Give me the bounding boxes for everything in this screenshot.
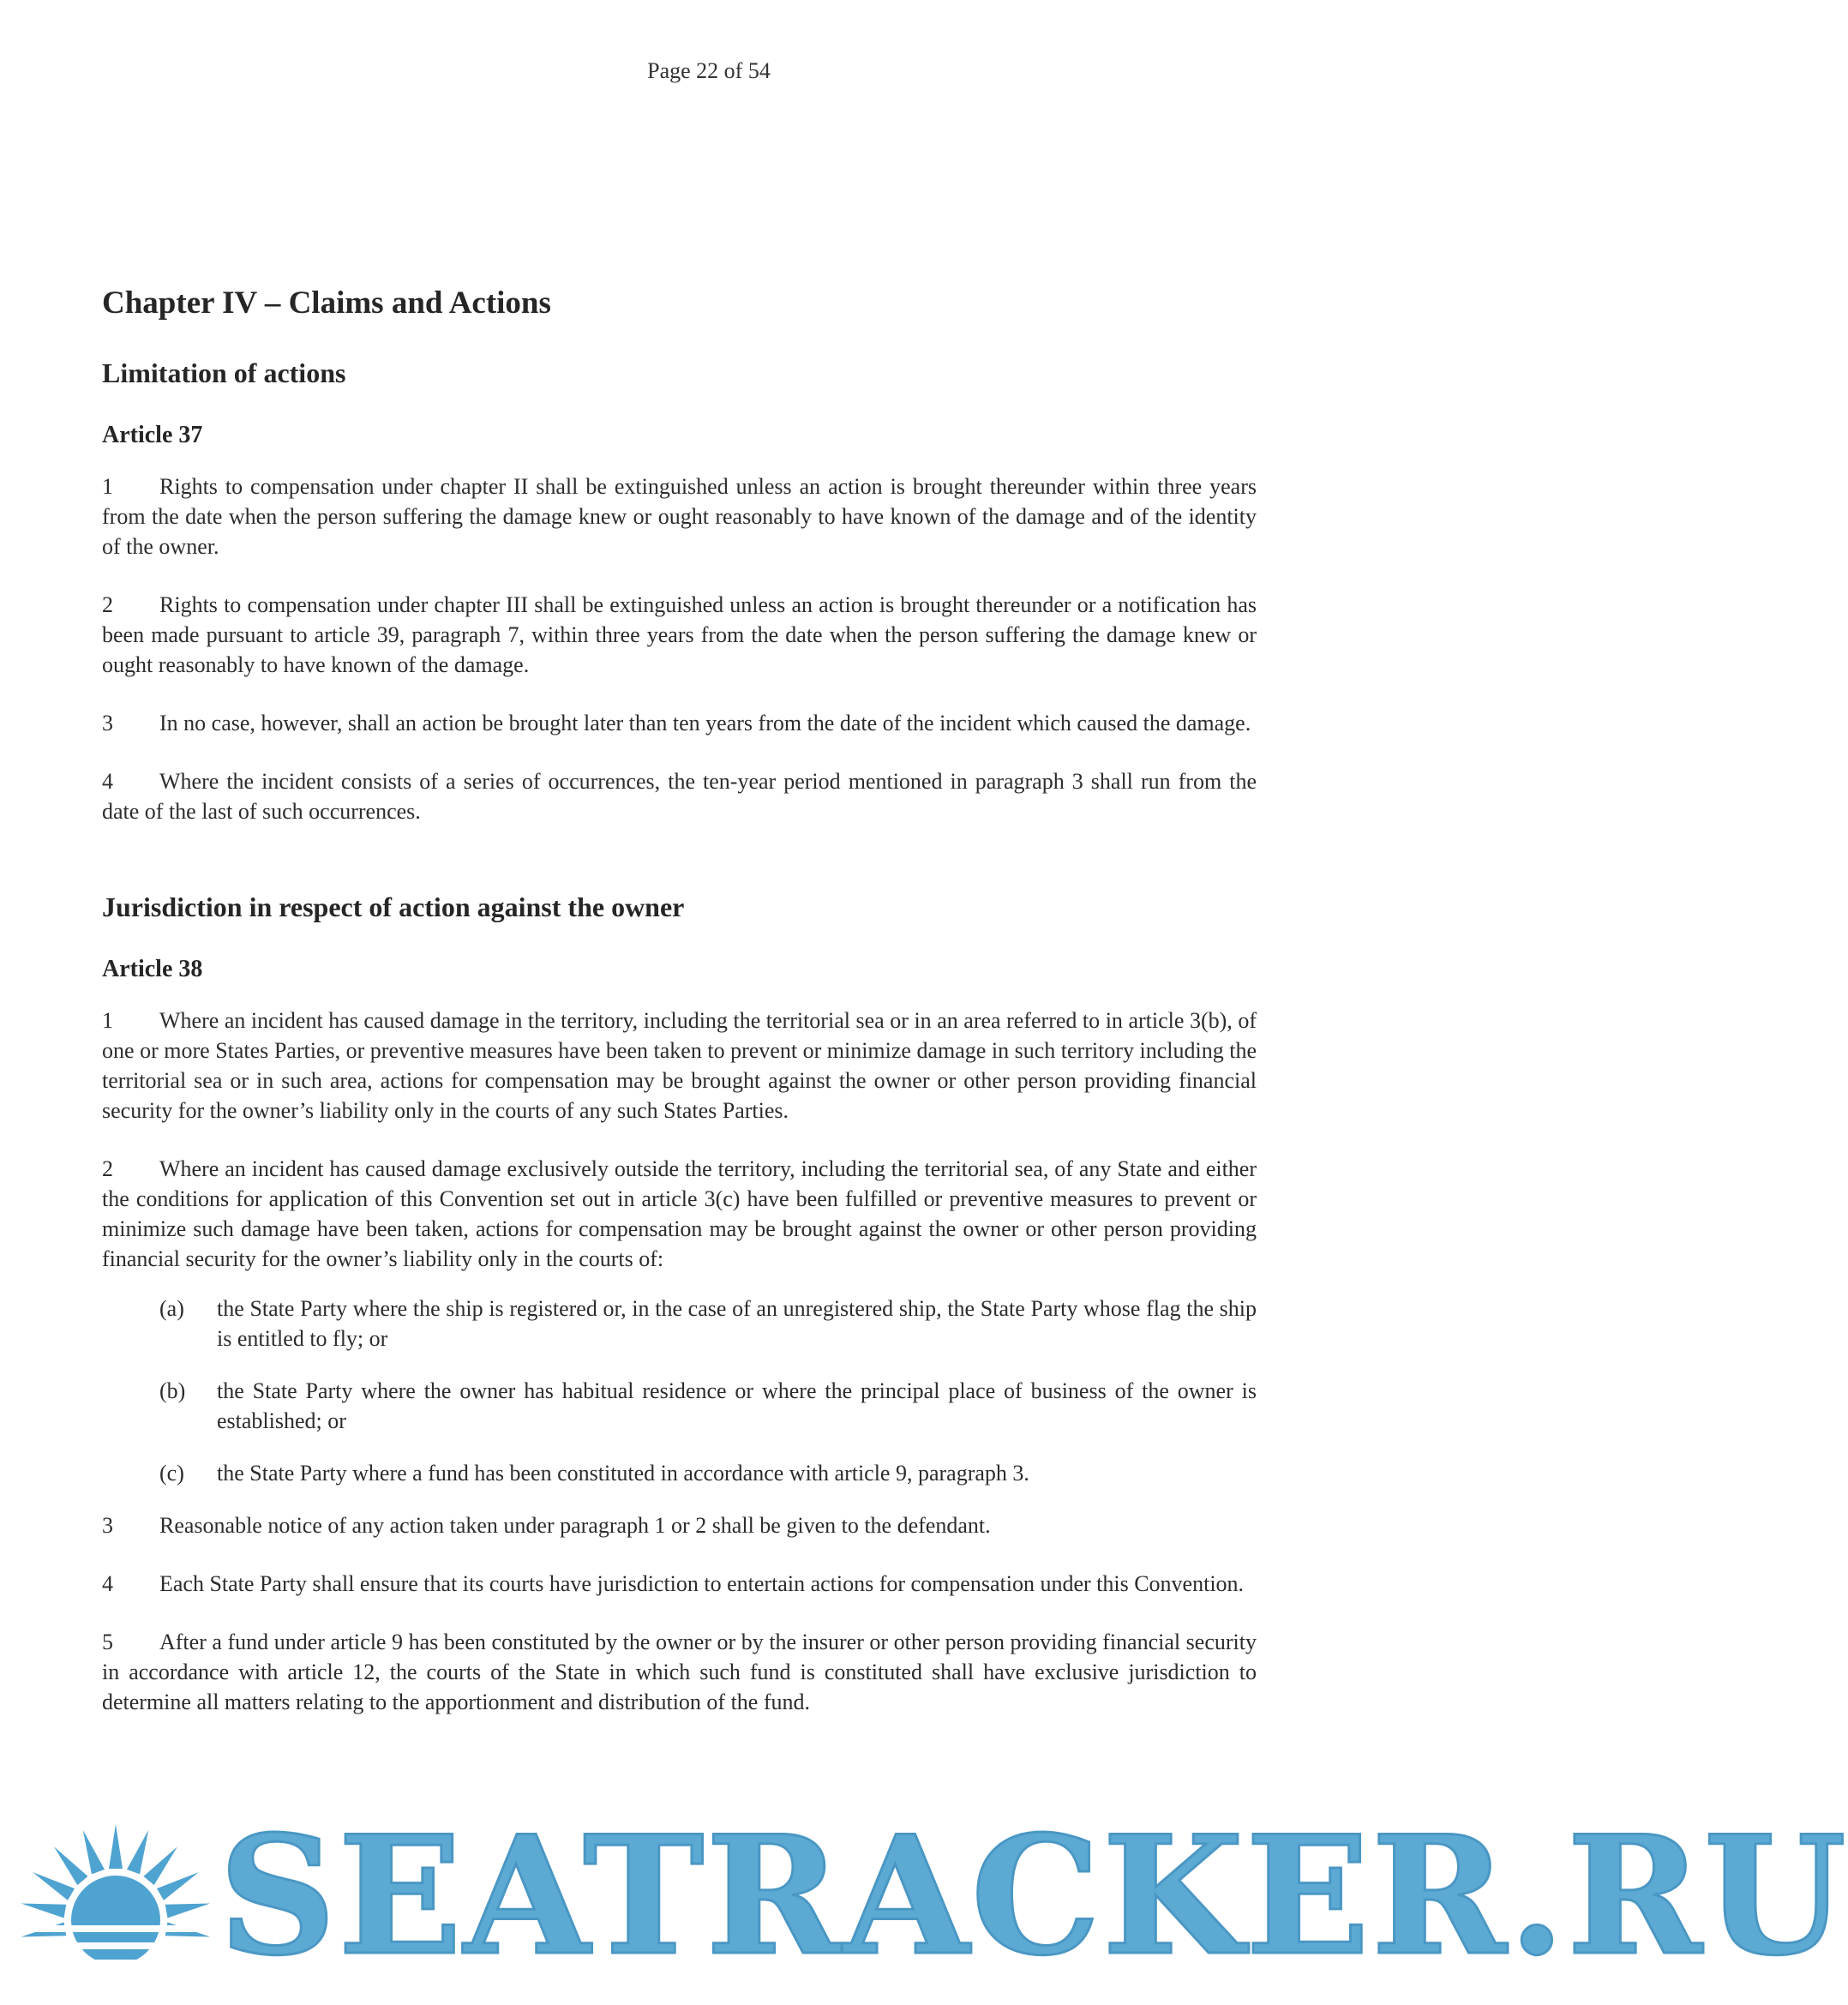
list-item-text: the State Party where the owner has habitual residence or where the principal place of business of the owner is established; or: [217, 1378, 1257, 1433]
list-item-text: the State Party where the ship is registered or, in the case of an unregistered ship, the State Party whose flag the ship is entitled to fly; or: [217, 1296, 1257, 1351]
list-item: [159, 1294, 1257, 1354]
section-title-limitation: Limitation of actions: [102, 357, 346, 388]
list-item-label: (a): [159, 1296, 184, 1321]
paragraph-number: 4: [102, 769, 113, 794]
article-37-paragraph-4: [102, 766, 1257, 826]
list-item-label: (b): [159, 1378, 186, 1403]
article-38-title: Article 38: [102, 956, 203, 982]
article-38-sub-list: [102, 1294, 1257, 1488]
section-title-jurisdiction: Jurisdiction in respect of action against the owner: [102, 891, 685, 922]
paragraph-number: 1: [102, 1008, 113, 1033]
paragraph-number: 2: [102, 1156, 113, 1181]
paragraph-text: In no case, however, shall an action be brought later than ten years from the date of the incident which caused the damage.: [159, 711, 1251, 735]
paragraph-number: 4: [102, 1571, 113, 1596]
watermark: [0, 1800, 1848, 2005]
article-38-paragraph-1: [102, 1006, 1257, 1126]
list-item-text: the State Party where a fund has been constituted in accordance with article 9, paragraph 3.: [217, 1461, 1029, 1486]
paragraph-text: Rights to compensation under chapter III shall be extinguished unless an action is brought thereunder or a notification has been made pursuant to article 39, paragraph 7, within three years from the date when the person suffering the damage knew or ought reasonably to have known of the damage.: [102, 592, 1257, 677]
paragraph-number: 3: [102, 711, 113, 735]
article-38-paragraph-3: [102, 1510, 1257, 1540]
list-item: [159, 1376, 1257, 1436]
article-37-paragraph-2: [102, 590, 1257, 680]
paragraph-text: Rights to compensation under chapter II shall be extinguished unless an action is brought thereunder within three years from the date when the person suffering the damage knew or ought reasonably to have known of the damage and of the identity of the owner.: [102, 474, 1257, 559]
paragraph-number: 2: [102, 592, 113, 617]
paragraph-text: Where an incident has caused damage exclusively outside the territory, including the territorial sea, of any State and either the conditions for application of this Convention set out in article 3(c) have been fulfilled or preventive measures to prevent or minimize such damage have been taken, actions for compensation may be brought against the owner or other person providing financial security for the owner’s liability only in the courts of:: [102, 1156, 1257, 1271]
article-37-paragraph-1: [102, 471, 1257, 561]
paragraph-number: 5: [102, 1630, 113, 1654]
document-body: [102, 283, 1257, 1745]
article-38-paragraph-4: [102, 1569, 1257, 1599]
paragraph-text: Each State Party shall ensure that its courts have jurisdiction to entertain actions for compensation under this Convention.: [159, 1571, 1245, 1596]
paragraph-text: Reasonable notice of any action taken under paragraph 1 or 2 shall be given to the defendant.: [159, 1513, 991, 1538]
article-37-paragraph-3: [102, 708, 1257, 738]
paragraph-text: After a fund under article 9 has been constituted by the owner or by the insurer or other person providing financial security in accordance with article 12, the courts of the State in which such fund is constituted shall have exclusive jurisdiction to determine all matters relating to the apportionment and distribution of the fund.: [102, 1630, 1257, 1714]
page-number: Page 22 of 54: [647, 58, 771, 83]
list-item-label: (c): [159, 1461, 184, 1486]
article-38-paragraph-2: [102, 1154, 1257, 1274]
paragraph-text: Where the incident consists of a series of occurrences, the ten-year period mentioned in paragraph 3 shall run from the date of the last of such occurrences.: [102, 769, 1257, 824]
list-item: [159, 1458, 1257, 1488]
paragraph-text: Where an incident has caused damage in the territory, including the territorial sea or in an area referred to in article 3(b), of one or more States Parties, or preventive measures have been taken to prevent or minimize damage in such territory including the territorial sea or in such area, actions for compensation may be brought against the owner or other person providing financial security for the owner’s liability only in the courts of any such States Parties.: [102, 1008, 1257, 1123]
paragraph-number: 3: [102, 1513, 113, 1538]
watermark-text: SEATRACKER.RU: [219, 1800, 1848, 1991]
paragraph-number: 1: [102, 474, 113, 499]
article-38-paragraph-5: [102, 1627, 1257, 1717]
chapter-title: Chapter IV – Claims and Actions: [102, 285, 551, 321]
article-37-title: Article 37: [102, 422, 203, 448]
sun-logo-icon: [17, 1800, 214, 1997]
